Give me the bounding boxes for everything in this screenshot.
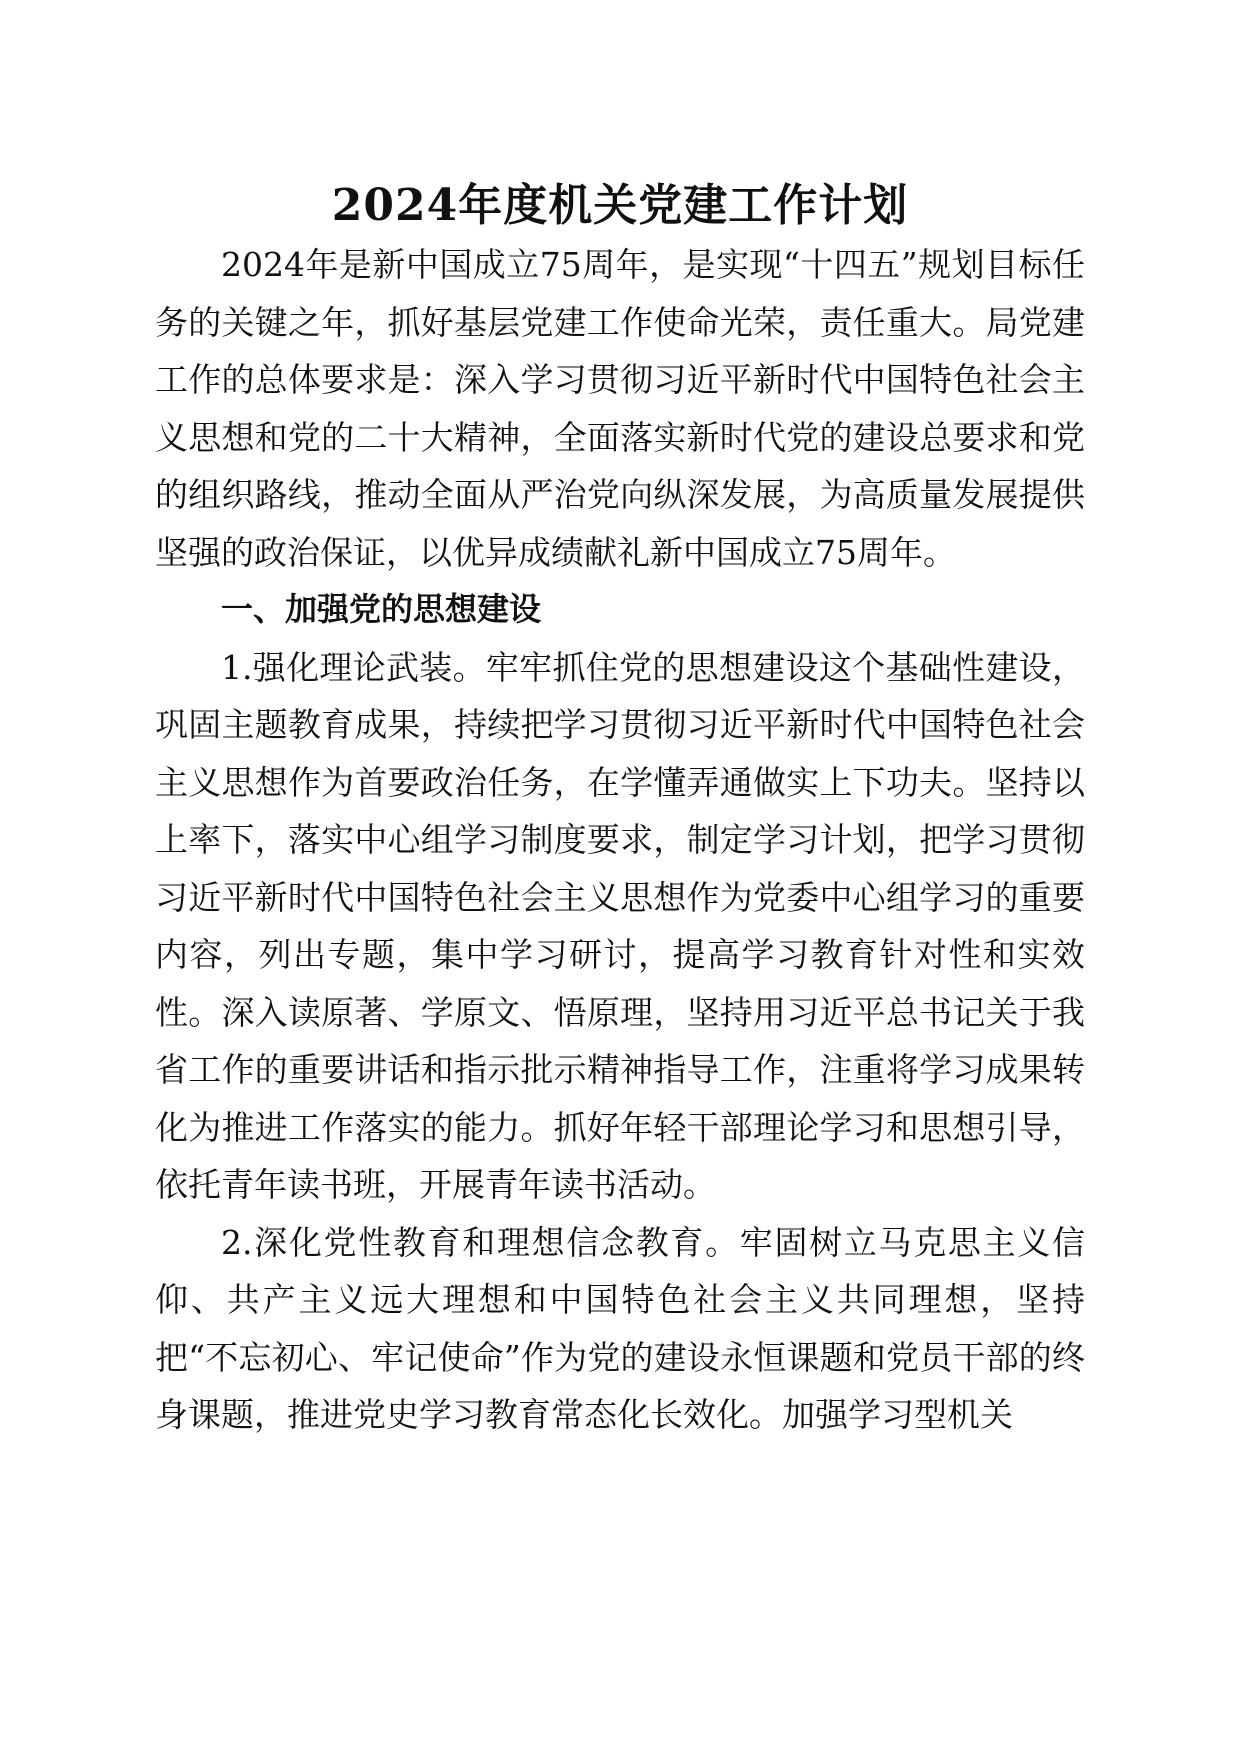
document-body: [155, 236, 1085, 1444]
section-item-1: 1.强化理论武装。牢牢抓住党的思想建设这个基础性建设，巩固主题教育成果，持续把学习贯彻习近平新时代中国特色社会主义思想作为首要政治任务，在学懂弄通做实上下功夫。坚持以上率下，落实中心组学习制度要求，制定学习计划，把学习贯彻习近平新时代中国特色社会主义思想作为党委中心组学习的重要内容，列出专题，集中学习研讨，提高学习教育针对性和实效性。深入读原著、学原文、悟原理，坚持用习近平总书记关于我省工作的重要讲话和指示批示精神指导工作，注重将学习成果转化为推进工作落实的能力。抓好年轻干部理论学习和思想引导，依托青年读书班，开展青年读书活动。: [155, 647, 1085, 1204]
section-item-2: 2.深化党性教育和理想信念教育。牢固树立马克思主义信仰、共产主义远大理想和中国特色社会主义共同理想，坚持把“不忘初心、牢记使命”作为党的建设永恒课题和党员干部的终身课题，推进党史学习教育常态化长效化。加强学习型机关: [155, 1222, 1085, 1434]
document-title: 2024年度机关党建工作计划: [331, 180, 909, 231]
section-heading: 一、加强党的思想建设: [221, 590, 542, 628]
intro-paragraph: 2024年是新中国成立75周年，是实现“十四五”规划目标任务的关键之年，抓好基层党建工作使命光荣，责任重大。局党建工作的总体要求是：深入学习贯彻习近平新时代中国特色社会主义思想和党的二十大精神，全面落实新时代党的建设总要求和党的组织路线，推动全面从严治党向纵深发展，为高质量发展提供坚强的政治保证，以优异成绩献礼新中国成立75周年。: [155, 245, 1085, 572]
